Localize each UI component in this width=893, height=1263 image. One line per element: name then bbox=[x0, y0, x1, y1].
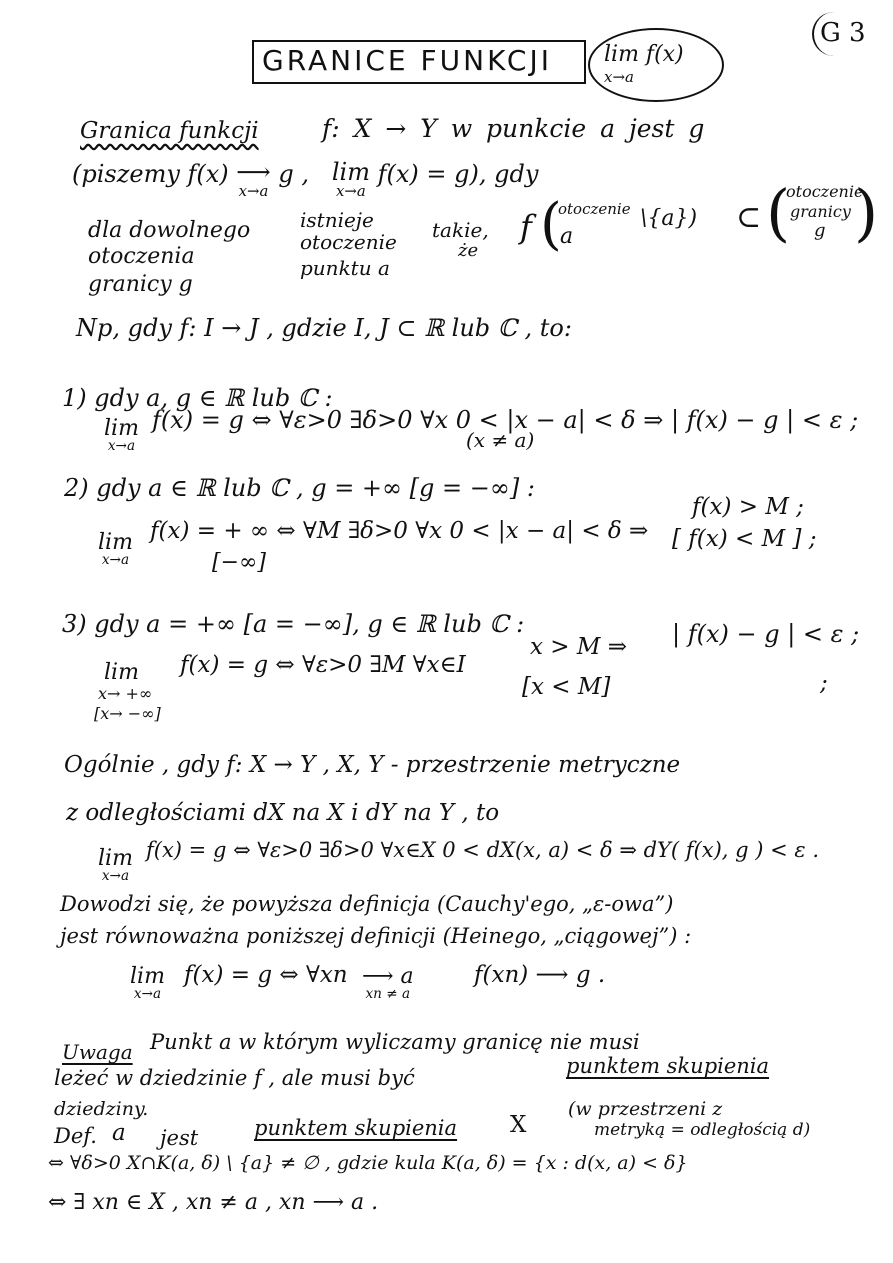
definition-col1-l2: otoczenia bbox=[88, 244, 195, 269]
np-line: Np, gdy f: I → J , gdzie I, J ⊂ ℝ lub ℂ , to: bbox=[76, 314, 572, 342]
heine-result: f(xn) ⟶ g . bbox=[474, 962, 606, 988]
case3-heading: 3) gdy a = +∞ [a = −∞], g ∈ ℝ lub ℂ : bbox=[62, 610, 525, 638]
definition-f: f bbox=[520, 208, 532, 246]
case3-lim-word: lim bbox=[104, 660, 139, 685]
definition-col1-l3: granicy g bbox=[88, 272, 193, 297]
def-jest: jest bbox=[160, 1126, 199, 1150]
heine-lim-stack bbox=[130, 966, 165, 1002]
general-formula: f(x) = g ⇔ ∀ε>0 ∃δ>0 ∀x∈X 0 < dX(x, a) < δ ⇒ dY( f(x), g ) < ε . bbox=[146, 838, 820, 862]
case2-lim bbox=[98, 532, 133, 568]
definition-line2-end: f(x) = g), gdy bbox=[377, 160, 539, 188]
case3-lim-sub1: x→ +∞ bbox=[98, 684, 153, 703]
general-lim bbox=[98, 848, 133, 884]
def-heading: Def. bbox=[54, 1124, 97, 1148]
definition-arrow-symbol: ⟶ bbox=[236, 158, 271, 186]
definition-col3-l2: że bbox=[458, 240, 479, 261]
definition-f-minus: \{a}) bbox=[640, 206, 698, 231]
corner-label: G 3 bbox=[820, 18, 866, 48]
heine-lim-sub: x→a bbox=[133, 986, 162, 1002]
definition-arrow-sub: x→a bbox=[238, 182, 269, 200]
definition-f-top: otoczenie bbox=[558, 200, 631, 218]
case1-heading: 1) gdy a, g ∈ ℝ lub ℂ : bbox=[62, 384, 333, 412]
def-a: a bbox=[112, 1120, 126, 1146]
heine-arrow-stack bbox=[362, 966, 414, 1002]
heine-lim bbox=[130, 966, 165, 1002]
definition-col3-l1: takie, bbox=[432, 218, 489, 242]
case1-lim bbox=[104, 418, 139, 454]
case3-cond: x > M ⇒ bbox=[530, 634, 627, 660]
case2-alt-value: [−∞] bbox=[212, 550, 266, 575]
definition-heading: Granica funkcji bbox=[80, 118, 259, 144]
def-X: X bbox=[510, 1112, 527, 1138]
heine-formula: f(x) = g ⇔ ∀xn bbox=[184, 962, 348, 988]
general-lim-word: lim bbox=[98, 846, 133, 871]
case3-alt-cond: [x < M] bbox=[522, 674, 611, 700]
definition-col2-l2: otoczenie bbox=[300, 230, 397, 254]
case2-lim-word: lim bbox=[98, 530, 133, 555]
case1-formula: f(x) = g ⇔ ∀ε>0 ∃δ>0 ∀x 0 < |x − a| < δ ⇒ | f(x) − g | < ε ; bbox=[152, 406, 859, 434]
general-lim-sub: x→a bbox=[101, 868, 130, 884]
heine-line1: Dowodzi się, że powyższa definicja (Cauchy'ego, „ε-owa”) bbox=[60, 892, 674, 916]
case1-lim-stack bbox=[104, 418, 139, 454]
page-title: GRANICE FUNKCJI bbox=[262, 44, 552, 77]
case1-note: (x ≠ a) bbox=[466, 428, 535, 452]
definition-lim-sub: x→a bbox=[336, 182, 366, 200]
case2-alt-result: [ f(x) < M ] ; bbox=[672, 526, 817, 552]
title-circle-sub: x→a bbox=[604, 68, 634, 86]
def-line3: ⇔ ∃ xn ∈ X , xn ≠ a , xn ⟶ a . bbox=[48, 1190, 379, 1215]
title-circle-lim: lim f(x) bbox=[604, 42, 684, 67]
def-paren2: metryką = odległością d) bbox=[594, 1120, 811, 1140]
definition-rhs-paren-open: ( bbox=[766, 176, 791, 249]
case2-formula: f(x) = + ∞ ⇔ ∀M ∃δ>0 ∀x 0 < |x − a| < δ ⇒ bbox=[150, 518, 649, 544]
general-line2: z odległościami dX na X i dY na Y , to bbox=[66, 800, 500, 826]
case3-lim-sub2: [x→ −∞] bbox=[94, 704, 161, 723]
case3-result: | f(x) − g | < ε ; bbox=[672, 620, 860, 648]
general-lim-stack bbox=[98, 848, 133, 884]
definition-col2-l1: istnieje bbox=[300, 208, 374, 232]
definition-line2-g: g , bbox=[278, 160, 309, 188]
case2-heading: 2) gdy a ∈ ℝ lub ℂ , g = +∞ [g = −∞] : bbox=[64, 474, 535, 502]
definition-col2-l3: punktu a bbox=[300, 256, 390, 280]
def-paren1: (w przestrzeni z bbox=[568, 1098, 723, 1120]
definition-rhs-l1: otoczenie bbox=[786, 182, 864, 201]
definition-subset: ⊂ bbox=[736, 200, 762, 235]
heine-arrow bbox=[362, 966, 414, 1002]
remark-line1: Punkt a w którym wyliczamy granicę nie musi bbox=[150, 1030, 640, 1054]
heine-line2: jest równoważna poniższej definicji (Heinego, „ciągowej”) : bbox=[60, 924, 692, 948]
remark-line2-term: punktem skupienia bbox=[566, 1054, 770, 1078]
case3-alt-end: ; bbox=[820, 670, 828, 696]
case2-lim-sub: x→a bbox=[101, 552, 130, 568]
heine-arrow-symbol: ⟶ a bbox=[362, 964, 414, 989]
definition-col1-l1: dla dowolnego bbox=[88, 218, 251, 243]
case2-lim-stack bbox=[98, 532, 133, 568]
heine-lim-word: lim bbox=[130, 964, 165, 989]
case1-lim-word: lim bbox=[104, 416, 139, 441]
definition-rhs-paren-close: ) bbox=[854, 176, 879, 249]
definition-arrow bbox=[236, 160, 270, 199]
definition-f-bottom: a bbox=[560, 224, 574, 249]
definition-lim-word: lim bbox=[331, 158, 370, 186]
definition-line2-start: (piszemy f(x) bbox=[72, 160, 229, 188]
case1-lim-sub: x→a bbox=[107, 438, 136, 454]
general-line1: Ogólnie , gdy f: X → Y , X, Y - przestrzenie metryczne bbox=[64, 752, 681, 778]
case2-result: f(x) > M ; bbox=[692, 494, 804, 520]
case3-formula: f(x) = g ⇔ ∀ε>0 ∃M ∀x∈I bbox=[180, 652, 466, 678]
heine-arrow-sub: xn ≠ a bbox=[365, 986, 411, 1002]
remark-line3: dziedziny. bbox=[54, 1098, 149, 1120]
remark-line2-start: leżeć w dziedzinie f , ale musi być bbox=[54, 1066, 415, 1090]
definition-rhs-l2: granicy bbox=[790, 202, 851, 221]
def-line2: ⇔ ∀δ>0 X∩K(a, δ) \ {a} ≠ ∅ , gdzie kula K(a, δ) = {x : d(x, a) < δ} bbox=[48, 1152, 688, 1174]
definition-line2 bbox=[72, 160, 538, 199]
definition-line1: f: X → Y w punkcie a jest g bbox=[322, 114, 705, 143]
definition-f-paren-open: ( bbox=[540, 192, 562, 257]
definition-lim bbox=[332, 160, 370, 199]
def-term: punktem skupienia bbox=[254, 1116, 458, 1140]
remark-heading: Uwaga bbox=[62, 1040, 133, 1064]
definition-rhs-l3: g bbox=[814, 220, 826, 241]
